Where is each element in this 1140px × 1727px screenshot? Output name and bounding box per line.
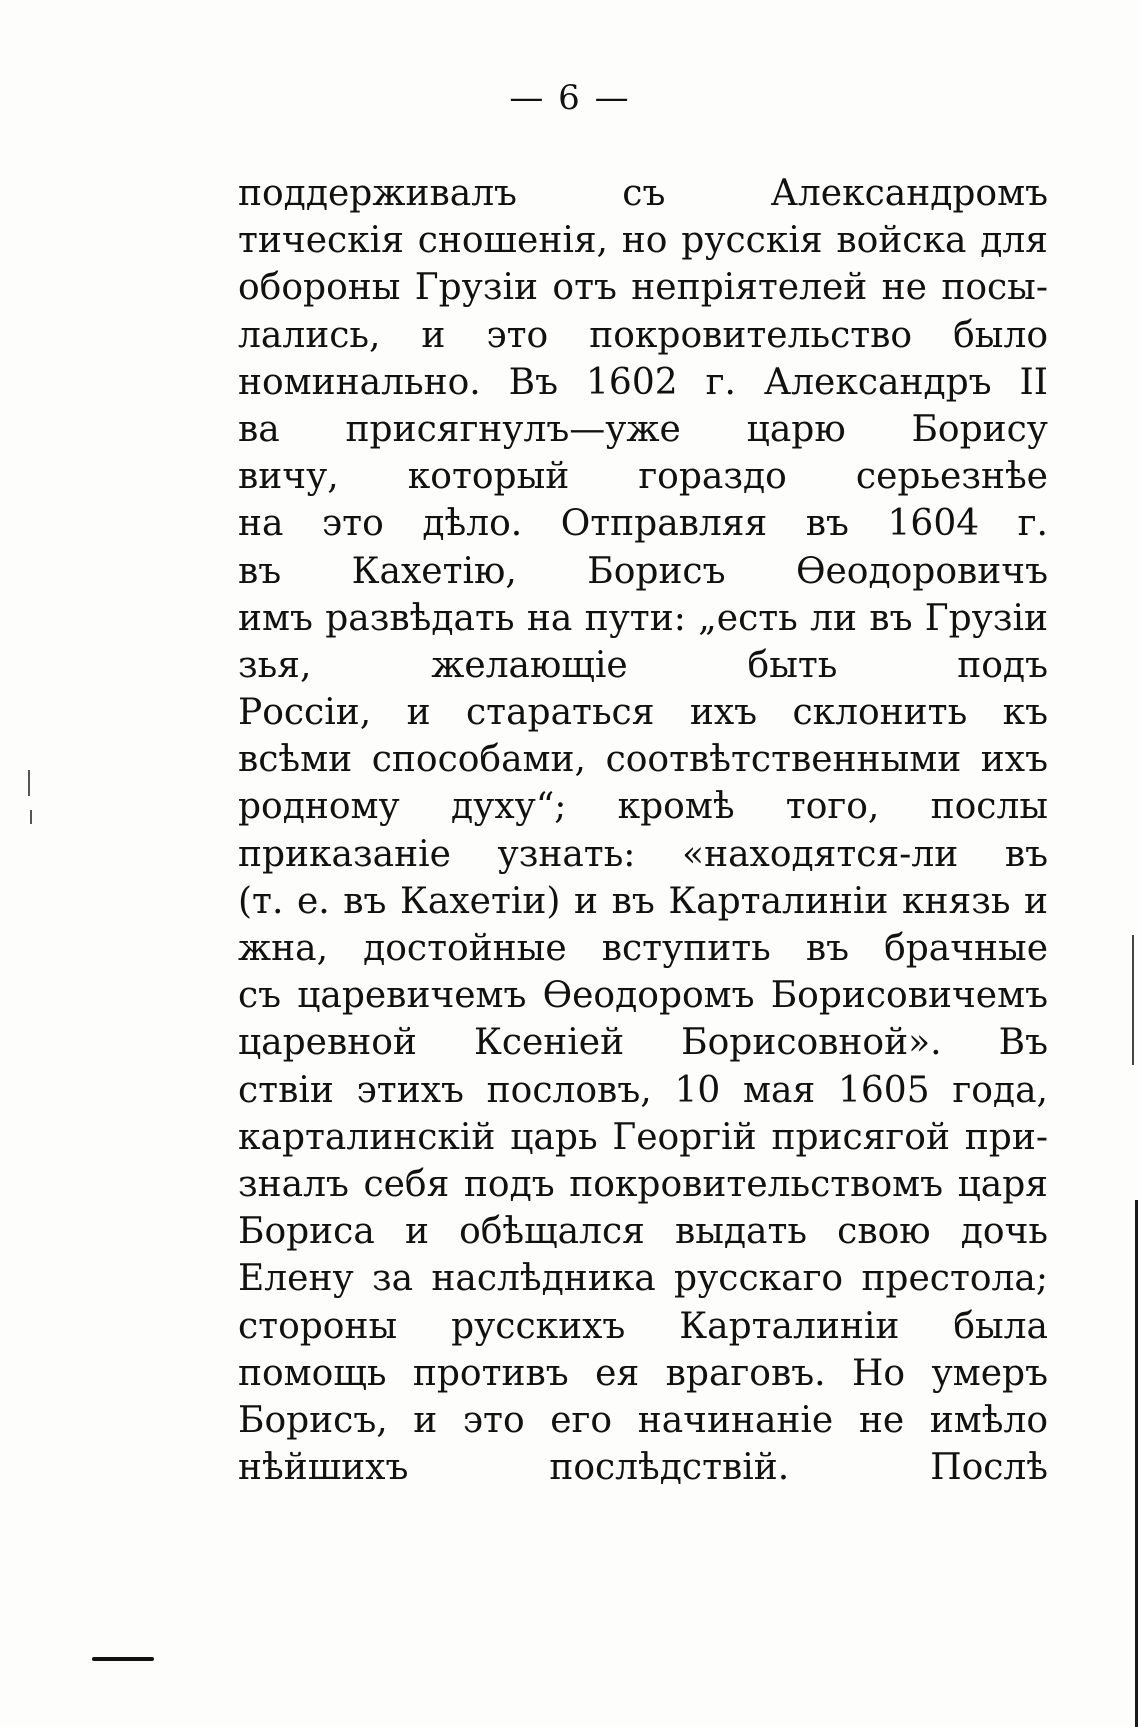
scan-speck — [30, 810, 32, 824]
text-line: ва присягнулъ—уже царю Борису — [238, 408, 1048, 450]
text-line: царевной Ксеніей Борисовной». Въ — [238, 1022, 1048, 1064]
text-line: съ царевичемъ Өеодоромъ Борисовичемъ — [238, 975, 1048, 1017]
text-line: помощь противъ ея враговъ. Но умеръ — [238, 1352, 1048, 1394]
page-edge-mark — [1132, 935, 1134, 1065]
body-text — [238, 170, 1048, 1491]
text-line: въ Кахетію, Борисъ Өеодоровичъ — [238, 550, 1048, 592]
text-line: обороны Грузіи отъ непріятелей не посы- — [238, 267, 1048, 309]
scan-smudge — [92, 1657, 154, 1661]
text-line: карталинскій царь Георгій присягой при- — [238, 1116, 1048, 1158]
scan-speck — [28, 770, 30, 796]
text-line: (т. е. въ Кахетіи) и въ Карталиніи князь и — [238, 880, 1048, 922]
text-line: на это дѣло. Отправляя въ 1604 г. — [238, 503, 1048, 545]
text-line: родному духу“; кромѣ того, послы — [238, 786, 1048, 828]
text-line: зналъ себя подъ покровительствомъ царя — [238, 1163, 1048, 1205]
text-line: приказаніе узнать: «находятся-ли въ — [238, 833, 1048, 875]
text-line: лались, и это покровительство было — [238, 314, 1048, 356]
text-line: тическія сношенія, но русскія войска для — [238, 220, 1048, 262]
text-line: Елену за наслѣдника русскаго престола; — [238, 1258, 1048, 1300]
text-line: вичу, который гораздо серьезнѣе — [238, 456, 1048, 498]
text-line: всѣми способами, соотвѣтственными ихъ — [238, 739, 1048, 781]
text-line: зья, желающіе быть подъ — [238, 644, 1048, 686]
page-edge-shadow — [1135, 1200, 1138, 1727]
text-line: номинально. Въ 1602 г. Александръ II — [238, 361, 1048, 403]
text-line: ствіи этихъ пословъ, 10 мая 1605 года, — [238, 1069, 1048, 1111]
text-line: Бориса и обѣщался выдать свою дочь — [238, 1211, 1048, 1253]
text-line: стороны русскихъ Карталиніи была — [238, 1305, 1048, 1347]
page-number: — 6 — — [509, 78, 631, 118]
text-line: поддерживалъ съ Александромъ — [238, 173, 1048, 214]
text-line: Россіи, и стараться ихъ склонить къ — [238, 692, 1048, 734]
text-line: Борисъ, и это его начинаніе не имѣло — [238, 1399, 1048, 1441]
text-line: нѣйшихъ послѣдствій. Послѣ — [238, 1447, 1048, 1489]
text-line: имъ развѣдать на пути: „есть ли въ Грузіи — [238, 597, 1048, 639]
text-line: жна, достойные вступить въ брачные — [238, 928, 1048, 969]
